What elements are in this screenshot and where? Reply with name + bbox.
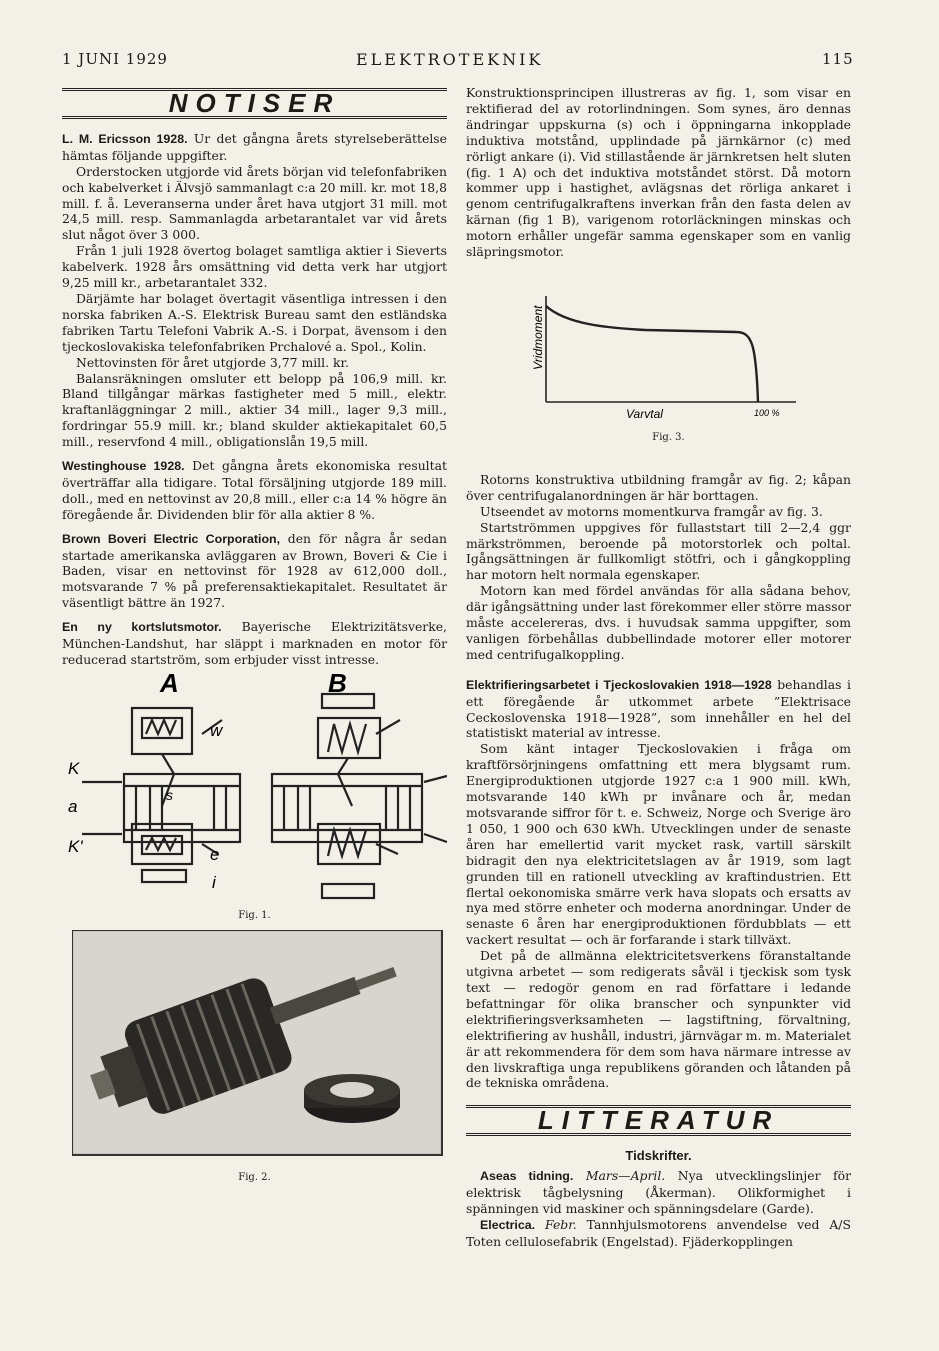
figure-1-caption: Fig. 1. [238, 909, 271, 921]
construction-paragraph: Konstruktionsprincipen illustreras av fig. 1, som visar en rektifierad del av rotorlindningen. Som synes, äro dennas ändringar uppskurna (s) och i öppningarna inkopplade induktiva motstånd, upplindade på järnkärnor (c) med rörligt ankare (i). Vid stillastående är järnkretsen helt sluten (fig. 1 A) och det induktiva motståndet störst. Då motorn kommer upp i hastighet, avlägsnas det rörliga ankaret i genom centrifugalkraftens inverkan från den fasta delen av kärnan (fig 1 B), varigenom rotorläckningen minskas och motorn erhåller ungefär samma egenskaper som en vanlig släpringsmotor. [466, 85, 851, 260]
winding-bars-a [124, 774, 240, 842]
fig3-xlabel: Varvtal [626, 406, 663, 421]
fig1-label-w: w [210, 720, 223, 740]
tjeckoslovakien-paragraph-2: Som känt intager Tjeckoslovakien i fråga om kraftförsörjningens omfattning ett mera blygsamt rum. Energiproduktionen utgjorde 1927 c:a 1 900 mill. kWh, motsvarande 140 kWh pr invånare och år, medan motsvarande siffror för t. e. Schweiz, Norge och Sverige äro 1 050, 1 900 och 630 kWh. Utvecklingen under de senaste åren har emellertid varit mycket rask, vartill särskilt bidragit den nya elektricitetslagen av år 1919, som lagt grunden till en rationell utveckling av kraftindustrien. Ett flertal oekonomiska smärre verk hava slopats och ersatts av nya med större enheter och moderna anordningar. Under de senaste 6 åren har energiproduktionen fördubblats — ett vackert resultat — och är forfarande i stark tillväxt. [466, 741, 851, 948]
brown-boveri-paragraph [62, 531, 447, 612]
fig1-label-a: A [160, 673, 179, 698]
right-column [466, 85, 851, 1250]
aseas-issue: Mars—April. [585, 1168, 666, 1184]
fig1-label-e: e [210, 844, 220, 864]
ericsson-text: Ur det gångna årets styrelseberättelse hämtas följande uppgifter. [62, 130, 447, 163]
tjeckoslovakien-lead: Elektrifieringsarbetet i Tjeckoslovakien 1918—1928 [466, 677, 772, 692]
ericsson-paragraph-2: Orderstocken utgjorde vid årets början vid telefonfabriken och kabelverket i Älvsjö sammanlagt c:a 20 mill. kr. mot 18,8 mill. f. å. Leveranserna under året hava utgjort 31 mill. mot 24,5 mill. resp. Sammanlagda arbetarantalet var vid årets slut något över 3 000. [62, 163, 447, 243]
aseas-entry [466, 1168, 851, 1217]
torque-curve [546, 306, 758, 402]
figure-3-caption: Fig. 3. [652, 431, 685, 443]
westinghouse-paragraph [62, 458, 447, 523]
subsection-tidskrifter: Tidskrifter. [625, 1148, 692, 1164]
fig1-label-i: i [212, 872, 216, 892]
usage-paragraph: Motorn kan med fördel användas för alla sådana behov, där igångsättning under last förekommer eller större massor måste accelereras, dvs. i huvudsak samma uppgifter, som vanligen förbehållas dubbellindade motorer eller motorer med centrifugalkoppling. [466, 583, 851, 662]
electrica-text: Tannhjulsmotorens anvendelse ved A/S Toten cellulosefabrik (Engelstad). Fjäderkopplingen [466, 1216, 851, 1249]
kortslutsmotor-text: Bayerische Elektrizitätsverke, München-Landshut, har släppt i marknaden en motor för reducerad startström, som erbjuder visst intresse. [62, 619, 447, 667]
start-current-paragraph: Startströmmen uppgives för fullaststart till 2—2,4 ggr märkströmmen, beroende på motorstorlek och poltal. Igångsättningen är fullkomligt stötfri, och i gångkoppling har motorn helt normala egenskaper. [466, 519, 851, 583]
winding-bars-b [272, 774, 422, 842]
kortslutsmotor-paragraph [62, 619, 447, 668]
ericsson-lead: L. M. Ericsson 1928. [62, 131, 188, 146]
fig1-label-b: B [328, 673, 347, 698]
figure-2-caption: Fig. 2. [238, 1171, 271, 1183]
rotor-paragraph: Rotorns konstruktiva utbildning framgår av fig. 2; kåpan över centrifugalanordningen är här borttagen. [466, 471, 851, 503]
tjeckoslovakien-paragraph-3: Det på de allmänna elektricitetsverkens föranstaltande utgivna arbetet — som redigerats såväl i tjeckisk som tysk text — redogör genom en rad författare i ledande befattningar för olika branscher och synpunkter vid elektrifieringsverksamheten — lagstiftning, förvaltning, elektrifiering av hushåll, industri, järnvägar m. m. Materialet är att rekommendera för dem som hava närmare intresse av den livskraftiga unga republikens göranden och låtanden på de tekniska områdena. [466, 948, 851, 1091]
section-title-litteratur: LITTERATUR [537, 1105, 780, 1136]
fig1-label-a-lower: a [68, 796, 78, 816]
figure-2-rotor-photo [72, 930, 457, 1160]
fig1-label-kprime: K' [68, 836, 83, 856]
fig1-label-s: s [166, 786, 173, 803]
header-page-number: 115 [822, 50, 854, 68]
kortslutsmotor-lead: En ny kortslutsmotor. [62, 620, 222, 635]
figure-3-torque-curve [466, 290, 851, 430]
section-title-notiser: NOTISER [168, 88, 341, 118]
tjeckoslovakien-paragraph [466, 677, 851, 742]
torque-paragraph: Utseendet av motorns momentkurva framgår av fig. 3. [480, 503, 823, 519]
fig3-ylabel: Vridmoment [531, 305, 545, 370]
aseas-text: Nya utvecklingslinjer för elektrisk tågbelysning (Åkerman). Olikformighet i spänningen vid maskiner och spänningsdelare (Garde). [466, 1168, 851, 1216]
electrica-lead: Electrica. [480, 1217, 536, 1232]
westinghouse-lead: Westinghouse 1928. [62, 459, 185, 474]
ericsson-paragraph-5: Nettovinsten för året utgjorde 3,77 mill. kr. [76, 354, 349, 370]
ericsson-paragraph [62, 131, 447, 164]
electrica-issue: Febr. [545, 1216, 577, 1232]
left-column [62, 88, 447, 1192]
ericsson-paragraph-3: Från 1 juli 1928 övertog bolaget samtliga aktier i Sieverts kabelverk. 1928 års omsättning vid detta verk har utgjort 9,25 mill kr., arbetarantalet 332. [62, 243, 447, 291]
westinghouse-text: Det gångna årets ekonomiska resultat överträffar alla tidigare. Total försäljning utgjorde 189 mill. doll., med en nettovinst av 20,8 mill., eller c:a 14 % högre än föregående år. Dividenden blir för alla aktier 8 %. [62, 458, 447, 522]
ericsson-paragraph-4: Därjämte har bolaget övertagit väsentliga intressen i den norska fabriken A.-S. Elektrisk Bureau samt den estländska fabriken Tartu Telefoni Vabrik A.-S. i Dorpat, ävensom i den tjeckoslovakiska telefonfabriken Prchalové a. Spol., Kolin. [62, 290, 447, 354]
ericsson-paragraph-6: Balansräkningen omsluter ett belopp på 106,9 mill. kr. Bland tillgångar märkas fastigheter med 5 mill., elektr. kraftanläggningar 2 mill., aktier 34 mill., lager 9,3 mill., fordringar 55.9 mill. kr.; bland skulder aktiekapitalet 60,5 mill., reservfond 4 mill., obligationslån 19,5 mill. [62, 370, 447, 450]
brown-boveri-lead: Brown Boveri Electric Corporation, [62, 531, 281, 546]
header-date: 1 JUNI 1929 [62, 50, 168, 68]
fig1-label-k: K [68, 758, 80, 778]
fig3-tick-100: 100 % [754, 407, 780, 418]
header-journal-title: ELEKTROTEKNIK [356, 50, 544, 69]
tjeckoslovakien-text: behandlas i ett föregående år utkommet arbete ”Elektrisace Ceckoslovenska 1918—1928”, som innehåller en hel del statistiskt material av intresse. [466, 676, 851, 741]
brown-boveri-text: den för några år sedan startade amerikanska avläggaren av Brown, Boveri & Cie i Baden, visar en nettovinst för 1928 av 612,000 doll., motsvarande 7 % på preferensaktiekapitalet. Resultatet är väsentligt bättre än 1927. [62, 530, 447, 611]
figure-1-rotor-winding-diagram [62, 674, 447, 904]
electrica-entry [466, 1217, 851, 1250]
aseas-lead: Aseas tidning. [480, 1169, 574, 1184]
